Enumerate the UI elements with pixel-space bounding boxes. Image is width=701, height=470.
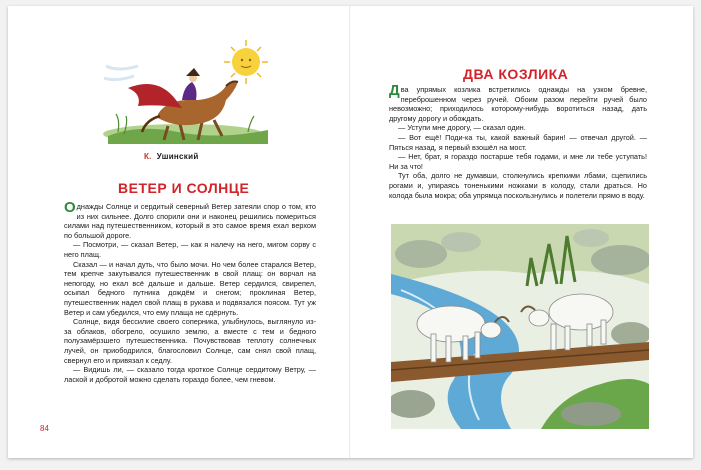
story-text-left [64,199,316,384]
paragraph: — Нет, брат, я гораздо постарше тебя годами, и мне ли тебе уступать! Ни за что! [389,152,647,171]
rider-illustration [98,36,276,148]
paragraph: — Вот ещё! Поди-ка ты, какой важный барин! — отвечал другой. — Пяться назад, я первый взошёл на мост. [389,132,647,152]
paragraph: — Посмотри, — сказал Ветер, — как я налечу на него, мигом сорву с него плащ. [64,240,316,259]
paragraph: — Уступи мне дорогу, — сказал один. [398,123,526,133]
right-page [351,6,693,458]
dropcap-left: О [64,199,76,216]
paragraph: — Видишь ли, — сказало тогда кроткое Солнце сердитому Ветру, — лаской и добротой можно сделать гораздо более, чем гневом. [64,365,316,384]
goats-on-log-illustration [391,224,649,429]
paragraph: Однажды Солнце и сердитый северный Ветер затеяли спор о том, кто из них сильнее. Долго спорили они и наконец решились помериться силами над путешественником, который в это самое время ехал верхом по большой дороге. [64,199,316,240]
author-line [144,152,199,161]
author-initial: К. [144,152,152,161]
paragraph: Тут оба, долго не думавши, столкнулись крепкими лбами, сцепились рогами и, упираясь тоненькими ножками в колоду, стали драться. Но колода была мокра; оба упрямца поскользнулись и полетели прямо в воду. [389,171,647,200]
story-title-right: ДВА КОЗЛИКА [463,66,569,82]
paragraph: Два упрямых козлика встретились однажды на узком бревне, переброшенном через ручей. Обоим разом перейти ручей было невозможно; приходилось которому-нибудь воротиться назад, дать другому дорогу и обождать. [389,82,647,123]
paragraph: Солнце, видя бессилие своего соперника, улыбнулось, выглянуло из-за облаков, обогрело, осушило землю, а вместе с тем и бедного полузамёрзшего путешественника. Почувствовав теплоту солнечных лучей, он приободрился, благословил Солнце, сам снял свой плащ, свернул его и привязал к седлу. [64,317,316,365]
book-spread [8,6,693,458]
left-page [8,6,350,458]
story-title-left: ВЕТЕР И СОЛНЦЕ [118,180,250,196]
page-number: 84 [40,424,49,433]
paragraph: Сказал — и начал дуть, что было мочи. Но чем более старался Ветер, тем крепче закутывался путешественник в свой плащ: он ворчал на непогоду, но ехал всё дальше и дальше. Ветер сердился, свирепел, осыпал бедного путника дождём и снегом; проклиная Ветер, путешественник надел свой плащ в рукава и подвязался поясом. Тут уж Ветер и сам убедился, что ему плаща не сдёрнуть. [64,259,316,317]
dropcap-right: Д [389,82,400,99]
author-name: Ушинский [156,152,199,161]
story-text-right [389,82,647,200]
